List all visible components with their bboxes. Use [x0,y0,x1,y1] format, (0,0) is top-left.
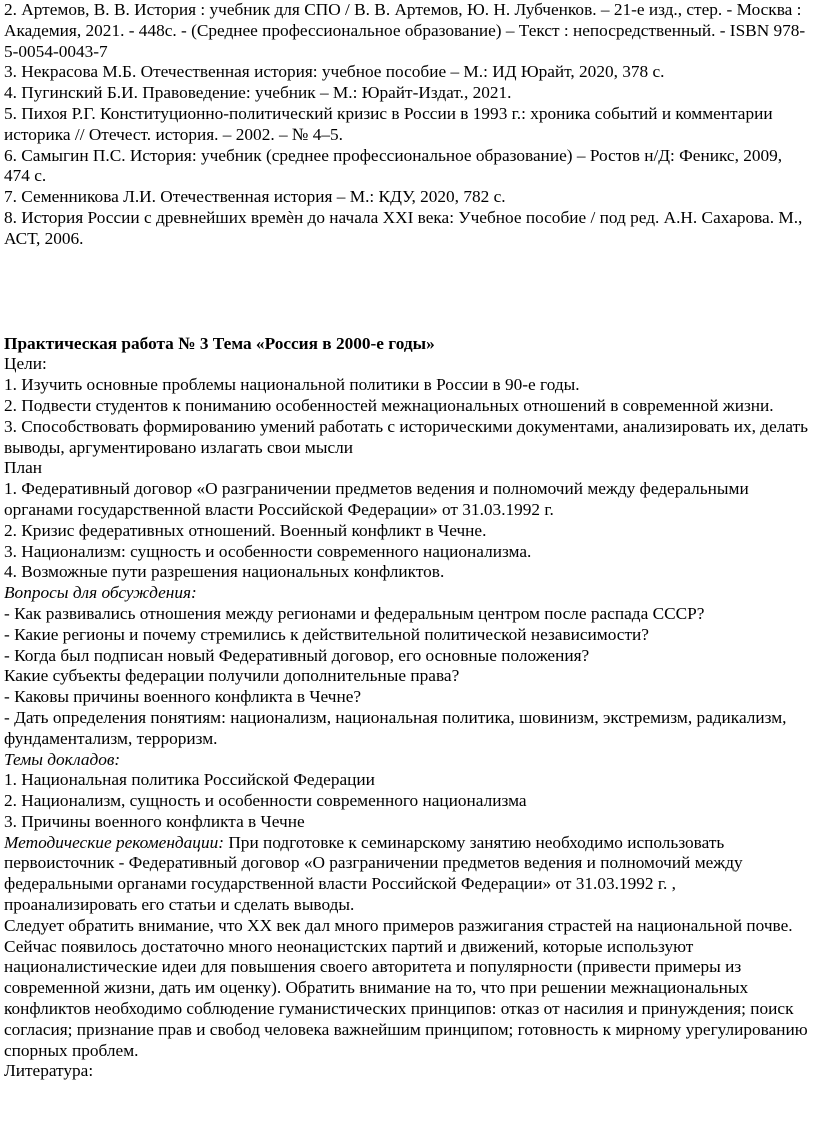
reference-item: 3. Некрасова М.Б. Отечественная история: учебное пособие – М.: ИД Юрайт, 2020, 378 с. [4,62,665,82]
question-item: - Как развивались отношения между регионами и федеральным центром после распада СССР? [4,603,705,623]
method-text: При подготовке к семинарскому занятию необходимо использовать первоисточник - Федеративный договор «О разграничении предметов ведения и полномочий между федеральными органами государственной власти Российской Федерации» от 31.03.1992 г. , проанализировать его статьи и сделать выводы. [4,832,743,915]
method-label: Методические рекомендации: [4,832,224,852]
question-item: - Когда был подписан новый Федеративный договор, его основные положения? [4,645,590,665]
plan-label: План [4,458,43,478]
report-item: 2. Национализм, сущность и особенности современного национализма [4,791,527,811]
plan-item: 2. Кризис федеративных отношений. Военный конфликт в Чечне. [4,520,487,540]
question-item: Какие субъекты федерации получили дополнительные права? [4,666,460,686]
questions-label: Вопросы для обсуждения: [4,583,197,603]
question-item: - Каковы причины военного конфликта в Чечне? [4,687,362,707]
method-paragraph [4,833,812,916]
question-item: - Какие регионы и почему стремились к действительной политической независимости? [4,624,649,644]
goal-item: 3. Способствовать формированию умений работать с историческими документами, анализировать их, делать выводы, аргументировано излагать свои мысли [4,416,809,457]
goal-item: 2. Подвести студентов к пониманию особенностей межнациональных отношений в современной жизни. [4,395,774,415]
practical-title: Практическая работа № 3 Тема «Россия в 2000-е годы» [4,333,435,353]
report-item: 3. Причины военного конфликта в Чечне [4,811,305,831]
reference-item: 4. Пугинский Б.И. Правоведение: учебник – М.: Юрайт-Издат., 2021. [4,83,512,103]
plan-item: 1. Федеративный договор «О разграничении предметов ведения и полномочий между федеральными органами государственной власти Российской Федерации» от 31.03.1992 г. [4,479,749,519]
question-item: - Дать определения понятиям: национализм, национальная политика, шовинизм, экстремизм, радикализм, фундаментализм, терроризм. [4,707,787,748]
reference-item: 5. Пихоя Р.Г. Конституционно-политический кризис в России в 1993 г.: хроника событий и комментарии историка // Отечест. история. – 2002. – № 4–5. [4,103,773,144]
document-page [4,0,812,1082]
reference-item: 6. Самыгин П.С. История: учебник (среднее профессиональное образование) – Ростов н/Д: Феникс, 2009, 474 с. [4,145,783,186]
plan-item: 3. Национализм: сущность и особенности современного национализма. [4,541,532,561]
attention-paragraph: Следует обратить внимание, что XX век дал много примеров разжигания страстей на национальной почве. Сейчас появилось достаточно много неонацистских партий и движений, которые используют националистические идеи для повышения своего авторитета и популярности (привести примеры из современной жизни, дать им оценку). Обратить внимание на то, что при решении межнациональных конфликтов необходимо соблюдение гуманистических принципов: отказ от насилия и принуждения; поиск согласия; признание прав и свобод человека важнейшим принципом; готовность к мирному урегулированию спорных проблем. [4,915,808,1060]
report-item: 1. Национальная политика Российской Федерации [4,770,375,790]
reference-item: 7. Семенникова Л.И. Отечественная история – М.: КДУ, 2020, 782 с. [4,187,506,207]
literature-label: Литература: [4,1061,94,1081]
blank-space [4,250,812,334]
reference-item: 2. Артемов, В. В. История : учебник для СПО / В. В. Артемов, Ю. Н. Лубченков. – 21-е изд., стер. - Москва : Академия, 2021. - 448с. - (Среднее профессиональное образование) – Текст : непосредственный. - ISBN 978-5-0054-0043-7 [4,0,806,61]
goal-item: 1. Изучить основные проблемы национальной политики в России в 90-е годы. [4,375,580,395]
reference-item: 8. История России с древнейших времѐн до начала XXI века: Учебное пособие / под ред. А.Н. Сахарова. М., АСТ, 2006. [4,207,803,248]
goals-label: Цели: [4,354,47,374]
reports-label: Темы докладов: [4,749,121,769]
plan-item: 4. Возможные пути разрешения национальных конфликтов. [4,562,445,582]
